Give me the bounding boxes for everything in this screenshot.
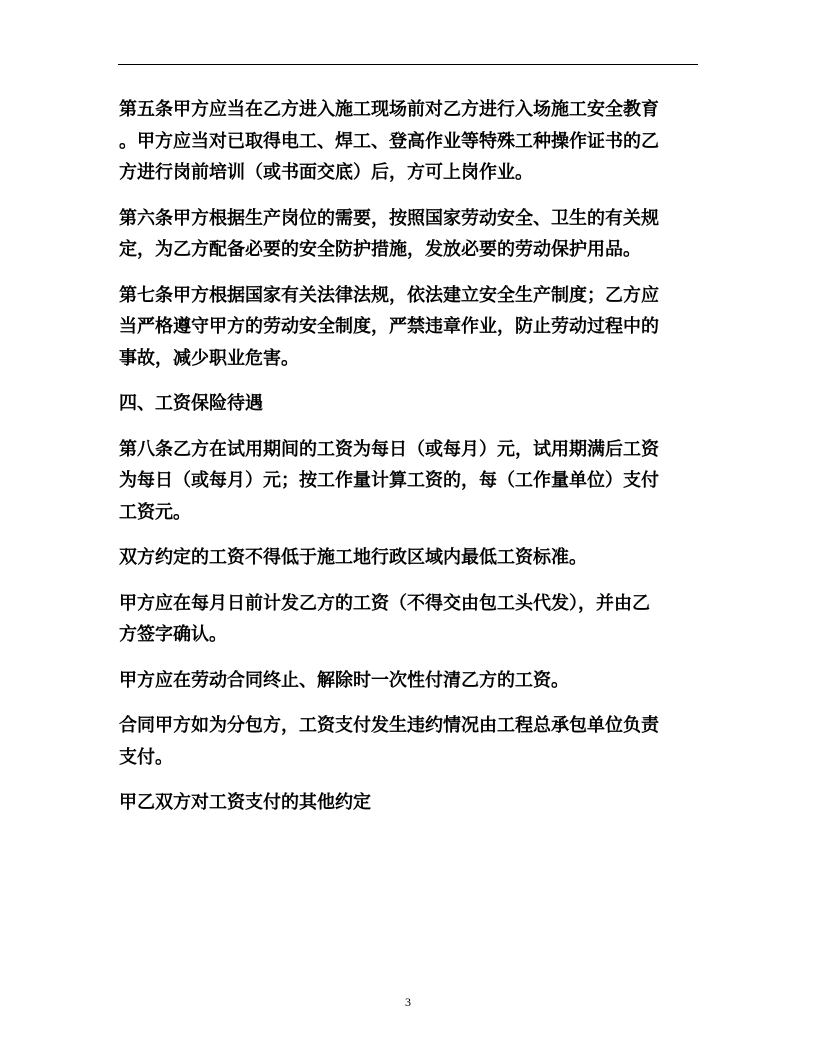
text-line: 方签字确认。	[119, 624, 227, 645]
text-line: 定，为乙方配备必要的安全防护措施，发放必要的劳动保护用品。	[119, 239, 641, 260]
text-line: 第七条甲方根据国家有关法律法规，依法建立安全生产制度；乙方应	[119, 284, 659, 306]
paragraph-article-8	[119, 434, 699, 529]
section-heading	[119, 388, 699, 420]
text-line: 为每日（或每月）元；按工作量计算工资的，每（工作量单位）支付	[119, 470, 659, 491]
text-line: 第五条甲方应当在乙方进入施工现场前对乙方进行入场施工安全教育	[119, 99, 659, 120]
text-line: 四、工资保险待遇	[119, 393, 263, 414]
paragraph-payday	[119, 588, 699, 651]
paragraph-subcontractor	[119, 710, 699, 773]
text-line: 当严格遵守甲方的劳动安全制度，严禁违章作业，防止劳动过程中的	[119, 316, 659, 337]
document-body	[119, 94, 699, 833]
paragraph-other-agreements	[119, 787, 699, 819]
text-line: 甲乙双方对工资支付的其他约定	[119, 792, 371, 813]
text-line: 支付。	[119, 746, 173, 768]
header-rule	[118, 64, 698, 65]
text-line: 第六条甲方根据生产岗位的需要，按照国家劳动安全、卫生的有关规	[119, 207, 659, 229]
text-line: 第八条乙方在试用期间的工资为每日（或每月）元，试用期满后工资	[119, 438, 659, 460]
text-line: 方进行岗前培训（或书面交底）后，方可上岗作业。	[119, 162, 533, 183]
text-line: 事故，减少职业危害。	[119, 347, 299, 369]
text-line: 甲方应在每月日前计发乙方的工资（不得交由包工头代发），并由乙	[119, 592, 650, 614]
paragraph-article-5	[119, 94, 699, 189]
text-line: 甲方应在劳动合同终止、解除时一次性付清乙方的工资。	[119, 669, 569, 691]
text-line: 工资元。	[119, 501, 191, 523]
paragraph-article-6	[119, 203, 699, 266]
paragraph-minimum-wage	[119, 542, 699, 574]
page-number: 3	[405, 995, 411, 1009]
text-line: 。甲方应当对已取得电工、焊工、登高作业等特殊工种操作证书的乙	[119, 130, 659, 152]
text-line: 双方约定的工资不得低于施工地行政区域内最低工资标准。	[119, 547, 587, 568]
paragraph-termination-pay	[119, 665, 699, 697]
paragraph-article-7	[119, 280, 699, 375]
text-line: 合同甲方如为分包方，工资支付发生违约情况由工程总承包单位负责	[119, 715, 659, 736]
